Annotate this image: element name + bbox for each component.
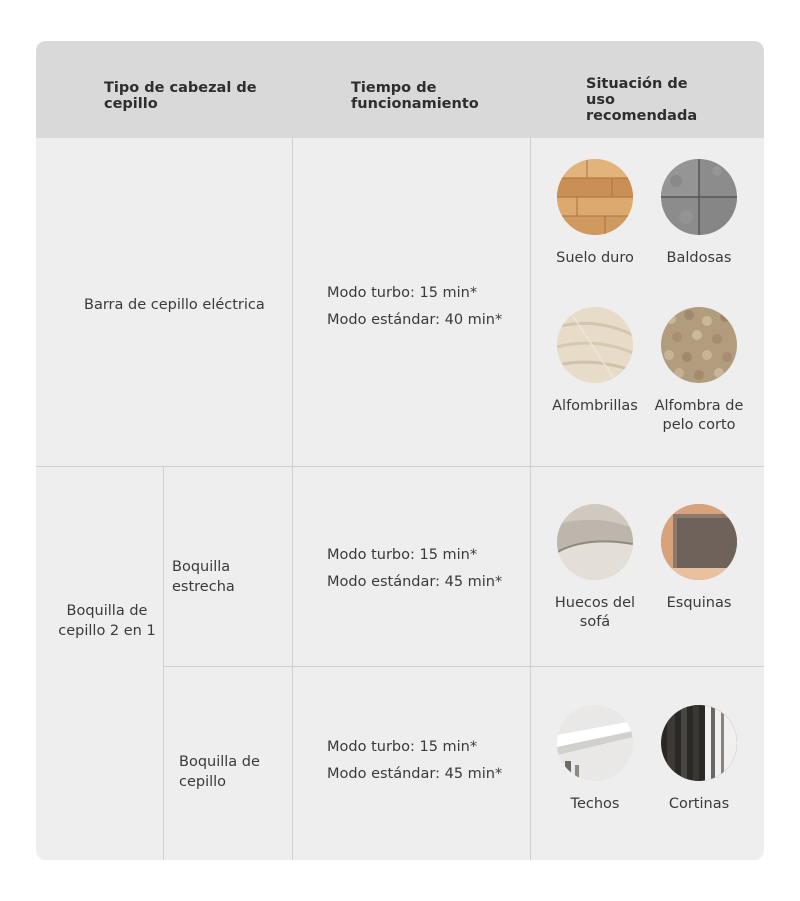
turbo-time: Modo turbo: 15 min*: [327, 739, 478, 755]
divider: [163, 466, 164, 860]
surface-label: Alfombrillas: [552, 398, 638, 414]
standard-time: Modo estándar: 45 min*: [327, 766, 503, 782]
divider: [292, 138, 293, 860]
runtime-row-3: [327, 734, 502, 788]
surface-label: Esquinas: [666, 595, 732, 611]
surface-sofa-gap: [545, 504, 645, 632]
sofa-gap-icon: [557, 504, 633, 580]
header-runtime: Tiempo de funcionamiento: [351, 80, 479, 112]
runtime-row-2: [327, 542, 502, 596]
row-head-electric-brush: Barra de cepillo eléctrica: [84, 297, 265, 313]
surface-label: Baldosas: [666, 250, 732, 266]
turbo-time: Modo turbo: 15 min*: [327, 285, 478, 301]
divider: [530, 138, 531, 860]
divider: [36, 466, 764, 467]
table-header: [36, 41, 764, 138]
ceiling-icon: [557, 705, 633, 781]
standard-time: Modo estándar: 40 min*: [327, 312, 503, 328]
surface-label: Techos: [570, 796, 620, 812]
group-head-2in1-brush: Boquilla de cepillo 2 en 1: [58, 603, 156, 639]
row-head-narrow-nozzle: Boquilla estrecha: [172, 559, 235, 595]
surface-label: Cortinas: [668, 796, 730, 812]
standard-time: Modo estándar: 45 min*: [327, 574, 503, 590]
wood-floor-icon: [557, 159, 633, 235]
rug-icon: [557, 307, 633, 383]
divider: [163, 666, 764, 667]
surface-rug: [545, 307, 645, 416]
short-pile-carpet-icon: [661, 307, 737, 383]
surface-curtain: [649, 705, 749, 814]
surface-wood-floor: [545, 159, 645, 268]
tiles-icon: [661, 159, 737, 235]
row-head-brush-nozzle: Boquilla de cepillo: [179, 754, 260, 790]
surface-short-pile-carpet: [649, 307, 749, 435]
surface-label: Huecos del sofá: [554, 595, 636, 630]
surface-corner: [649, 504, 749, 613]
corner-icon: [661, 504, 737, 580]
surface-ceiling: [545, 705, 645, 814]
surface-tiles: [649, 159, 749, 268]
turbo-time: Modo turbo: 15 min*: [327, 547, 478, 563]
runtime-row-1: [327, 280, 502, 334]
surface-label: Suelo duro: [556, 250, 634, 266]
curtain-icon: [661, 705, 737, 781]
header-recommended-use: Situación de uso recomendada: [586, 76, 698, 124]
usage-table: [36, 41, 764, 860]
surface-label: Alfombra de pelo corto: [654, 398, 744, 433]
header-brush-type: Tipo de cabezal de cepillo: [104, 80, 257, 112]
